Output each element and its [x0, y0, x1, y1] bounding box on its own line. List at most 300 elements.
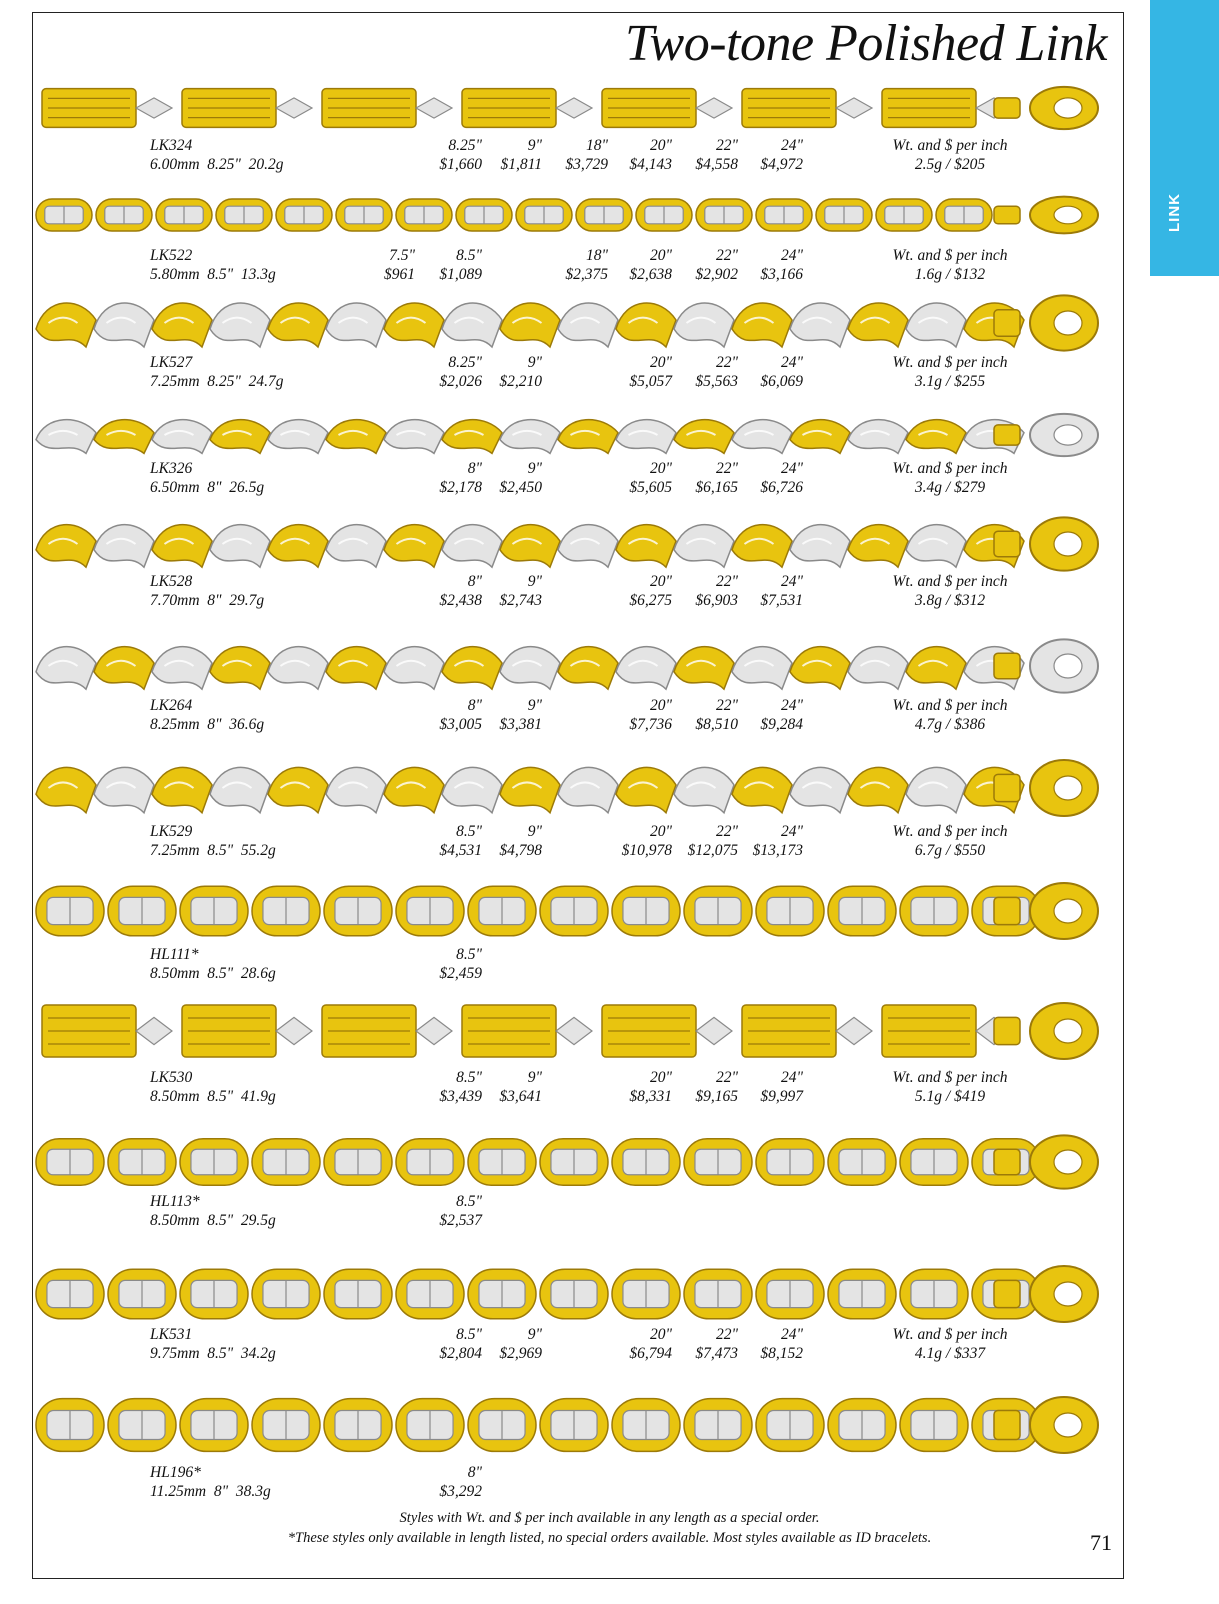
price-value: $6,726 — [760, 478, 803, 496]
chain-image-lk529 — [34, 757, 1124, 819]
product-sku: HL111* — [150, 946, 199, 963]
length-label: 20" — [649, 1326, 672, 1343]
chain-link — [684, 886, 752, 936]
chain-link — [848, 647, 908, 690]
price-value: $5,563 — [695, 372, 738, 390]
price-value: $1,089 — [439, 265, 482, 283]
price-value: $8,152 — [760, 1344, 803, 1362]
chain-link — [900, 886, 968, 936]
chain-link — [324, 886, 392, 936]
chain-link — [396, 886, 464, 936]
chain-link — [732, 303, 792, 347]
chain-link — [156, 199, 212, 231]
price-value: $2,210 — [499, 372, 542, 390]
product-sku: LK522 — [150, 247, 193, 264]
side-tab-label: LINK — [1166, 193, 1183, 232]
length-label: 9" — [527, 460, 542, 477]
length-label: 9" — [527, 697, 542, 714]
chain-link — [96, 199, 152, 231]
chain-link — [384, 647, 444, 690]
price-value: $6,165 — [695, 478, 738, 496]
chain-link — [790, 525, 850, 568]
chain-link — [180, 1269, 248, 1319]
chain-link — [210, 525, 270, 568]
per-inch-value: 3.8g / $312 — [914, 591, 986, 609]
product-spec: 8.50mm 8.5" 41.9g — [150, 1087, 276, 1105]
chain-link — [276, 199, 332, 231]
chain-link — [326, 303, 386, 347]
price-value: $6,903 — [695, 591, 738, 609]
price-value: $12,075 — [687, 841, 738, 859]
chain-link — [108, 1139, 176, 1185]
side-tab — [1150, 0, 1219, 276]
chain-link — [732, 420, 792, 454]
chain-link — [94, 420, 154, 454]
price-value: $9,997 — [760, 1087, 803, 1105]
length-label: 9" — [527, 823, 542, 840]
chain-link — [36, 525, 96, 568]
chain-link — [180, 1139, 248, 1185]
price-value: $4,143 — [629, 155, 672, 173]
chain-link — [36, 420, 96, 454]
product-sku: LK324 — [150, 137, 193, 154]
chain-link — [684, 1399, 752, 1452]
length-label: 22" — [715, 354, 738, 371]
product-spec: 6.00mm 8.25" 20.2g — [150, 155, 284, 173]
chain-link — [500, 647, 560, 690]
price-value: $6,275 — [629, 591, 672, 609]
length-label: 24" — [780, 573, 803, 590]
chain-link — [558, 303, 618, 347]
chain-image-lk264 — [34, 637, 1124, 695]
product-sku: LK531 — [150, 1326, 193, 1343]
price-value: $8,510 — [695, 715, 738, 733]
product-spec: 7.25mm 8.25" 24.7g — [150, 372, 284, 390]
chain-link — [210, 767, 270, 812]
chain-link — [900, 1139, 968, 1185]
chain-link — [442, 647, 502, 690]
chain-link — [756, 1269, 824, 1319]
product-spec: 8.50mm 8.5" 29.5g — [150, 1211, 276, 1229]
chain-link — [674, 420, 734, 454]
chain-link — [540, 1139, 608, 1185]
per-inch-value: 3.4g / $279 — [914, 478, 986, 496]
length-label: 22" — [715, 137, 738, 154]
chain-link — [36, 303, 96, 347]
chain-link — [612, 886, 680, 936]
chain-link — [324, 1269, 392, 1319]
chain-link — [468, 886, 536, 936]
chain-link — [732, 525, 792, 568]
chain-link — [152, 420, 212, 454]
per-inch-label: Wt. and $ per inch — [892, 247, 1008, 264]
chain-link — [790, 420, 850, 454]
chain-link — [684, 1269, 752, 1319]
per-inch-label: Wt. and $ per inch — [892, 137, 1008, 154]
chain-link — [268, 647, 328, 690]
chain-link — [252, 1139, 320, 1185]
price-value: $2,026 — [439, 372, 482, 390]
chain-link — [152, 303, 212, 347]
chain-link — [324, 1399, 392, 1452]
chain-link — [558, 420, 618, 454]
chain-link — [456, 199, 512, 231]
chain-image-lk522 — [34, 195, 1124, 235]
length-label: 20" — [649, 823, 672, 840]
chain-link — [336, 199, 392, 231]
chain-link — [882, 89, 1012, 128]
chain-image-lk530 — [34, 1000, 1124, 1062]
product-sku: LK264 — [150, 697, 193, 714]
chain-link — [576, 199, 632, 231]
chain-link — [500, 420, 560, 454]
per-inch-label: Wt. and $ per inch — [892, 1069, 1008, 1086]
chain-link — [602, 89, 732, 128]
chain-link — [906, 303, 966, 347]
chain-link — [612, 1139, 680, 1185]
length-label: 20" — [649, 354, 672, 371]
chain-link — [108, 886, 176, 936]
per-inch-label: Wt. and $ per inch — [892, 823, 1008, 840]
chain-link — [108, 1269, 176, 1319]
chain-link — [906, 647, 966, 690]
product-spec: 6.50mm 8" 26.5g — [150, 478, 265, 496]
price-value: $9,284 — [760, 715, 803, 733]
chain-clasp — [994, 1003, 1098, 1059]
per-inch-label: Wt. and $ per inch — [892, 1326, 1008, 1343]
chain-link — [252, 886, 320, 936]
chain-link — [326, 420, 386, 454]
price-value: $3,005 — [439, 715, 482, 733]
chain-link — [268, 525, 328, 568]
chain-image-lk528 — [34, 515, 1124, 573]
product-sku: HL113* — [150, 1193, 200, 1210]
chain-link — [442, 303, 502, 347]
chain-link — [152, 647, 212, 690]
chain-link — [322, 1005, 452, 1057]
chain-link — [756, 1139, 824, 1185]
chain-link — [182, 1005, 312, 1057]
price-value: $3,292 — [439, 1482, 482, 1500]
chain-link — [442, 420, 502, 454]
length-label: 9" — [527, 137, 542, 154]
chain-link — [384, 767, 444, 812]
chain-link — [442, 525, 502, 568]
chain-link — [268, 767, 328, 812]
chain-link — [216, 199, 272, 231]
chain-link — [42, 89, 172, 128]
chain-link — [828, 1269, 896, 1319]
chain-link — [816, 199, 872, 231]
chain-link — [36, 647, 96, 690]
chain-image-lk527 — [34, 293, 1124, 353]
product-sku: LK529 — [150, 823, 193, 840]
chain-link — [848, 525, 908, 568]
per-inch-value: 4.7g / $386 — [914, 715, 986, 733]
chain-link — [696, 199, 752, 231]
chain-image-hl111 — [34, 880, 1124, 942]
chain-image-lk531 — [34, 1263, 1124, 1325]
chain-link — [616, 767, 676, 812]
chain-link — [500, 525, 560, 568]
chain-link — [384, 420, 444, 454]
price-value: $3,729 — [565, 155, 608, 173]
length-label: 8.25" — [448, 354, 482, 371]
length-label: 22" — [715, 247, 738, 264]
chain-image-hl113 — [34, 1133, 1124, 1191]
length-label: 18" — [585, 137, 608, 154]
chain-link — [616, 303, 676, 347]
chain-link — [900, 1269, 968, 1319]
length-label: 24" — [780, 1326, 803, 1343]
length-label: 8" — [467, 460, 482, 477]
chain-image-lk324 — [34, 85, 1124, 131]
chain-link — [396, 1399, 464, 1452]
chain-clasp — [994, 87, 1098, 129]
length-label: 22" — [715, 1326, 738, 1343]
length-label: 20" — [649, 247, 672, 264]
price-value: $6,069 — [760, 372, 803, 390]
chain-link — [108, 1399, 176, 1452]
chain-link — [500, 767, 560, 812]
length-label: 24" — [780, 1069, 803, 1086]
chain-link — [616, 647, 676, 690]
chain-link — [558, 767, 618, 812]
chain-link — [442, 767, 502, 812]
chain-link — [396, 199, 452, 231]
length-label: 8.5" — [456, 247, 482, 264]
chain-link — [876, 199, 932, 231]
chain-link — [94, 525, 154, 568]
price-value: $2,638 — [629, 265, 672, 283]
product-sku: LK528 — [150, 573, 193, 590]
chain-link — [94, 767, 154, 812]
chain-link — [540, 886, 608, 936]
chain-clasp — [994, 197, 1098, 234]
length-label: 7.5" — [389, 247, 415, 264]
chain-link — [756, 1399, 824, 1452]
length-label: 9" — [527, 573, 542, 590]
chain-link — [462, 1005, 592, 1057]
price-value: $2,969 — [499, 1344, 542, 1362]
chain-link — [756, 886, 824, 936]
length-label: 18" — [585, 247, 608, 264]
per-inch-label: Wt. and $ per inch — [892, 460, 1008, 477]
price-value: $1,660 — [439, 155, 482, 173]
chain-link — [152, 767, 212, 812]
chain-link — [790, 647, 850, 690]
length-label: 24" — [780, 823, 803, 840]
chain-link — [612, 1399, 680, 1452]
price-value: $5,057 — [629, 372, 672, 390]
chain-link — [900, 1399, 968, 1452]
price-value: $4,558 — [695, 155, 738, 173]
chain-image-hl196 — [34, 1392, 1124, 1458]
chain-link — [180, 886, 248, 936]
length-label: 22" — [715, 697, 738, 714]
price-value: $2,537 — [439, 1211, 482, 1229]
chain-link — [326, 525, 386, 568]
price-value: $4,972 — [760, 155, 803, 173]
chain-image-lk326 — [34, 412, 1124, 458]
chain-link — [558, 525, 618, 568]
chain-link — [540, 1269, 608, 1319]
price-value: $3,439 — [439, 1087, 482, 1105]
per-inch-value: 6.7g / $550 — [914, 841, 986, 859]
chain-link — [906, 767, 966, 812]
price-value: $7,736 — [629, 715, 672, 733]
chain-link — [742, 89, 872, 128]
chain-link — [252, 1269, 320, 1319]
chain-link — [462, 89, 592, 128]
chain-link — [36, 886, 104, 936]
length-label: 20" — [649, 697, 672, 714]
length-label: 22" — [715, 573, 738, 590]
chain-link — [210, 647, 270, 690]
length-label: 8.5" — [456, 946, 482, 963]
product-sku: HL196* — [150, 1464, 201, 1481]
chain-link — [936, 199, 992, 231]
length-label: 22" — [715, 460, 738, 477]
price-value: $3,641 — [499, 1087, 542, 1105]
price-value: $2,743 — [499, 591, 542, 609]
chain-link — [674, 767, 734, 812]
price-value: $8,331 — [629, 1087, 672, 1105]
price-value: $5,605 — [629, 478, 672, 496]
chain-link — [674, 647, 734, 690]
chain-link — [516, 199, 572, 231]
per-inch-value: 5.1g / $419 — [914, 1087, 986, 1105]
length-label: 8.5" — [456, 1326, 482, 1343]
length-label: 8.5" — [456, 823, 482, 840]
chain-link — [326, 647, 386, 690]
chain-link — [848, 420, 908, 454]
length-label: 24" — [780, 354, 803, 371]
per-inch-value: 3.1g / $255 — [914, 372, 986, 390]
product-spec: 8.25mm 8" 36.6g — [150, 715, 265, 733]
price-value: $4,531 — [439, 841, 482, 859]
page-number: 71 — [1090, 1530, 1112, 1555]
length-label: 24" — [780, 247, 803, 264]
price-value: $10,978 — [621, 841, 672, 859]
product-spec: 9.75mm 8.5" 34.2g — [150, 1344, 276, 1362]
chain-link — [828, 1399, 896, 1452]
price-value: $13,173 — [752, 841, 803, 859]
length-label: 20" — [649, 137, 672, 154]
price-value: $2,459 — [439, 964, 482, 982]
chain-link — [384, 525, 444, 568]
per-inch-label: Wt. and $ per inch — [892, 354, 1008, 371]
length-label: 24" — [780, 460, 803, 477]
chain-link — [882, 1005, 1012, 1057]
price-value: $961 — [384, 265, 415, 283]
per-inch-value: 2.5g / $205 — [914, 155, 986, 173]
chain-link — [396, 1269, 464, 1319]
chain-link — [612, 1269, 680, 1319]
price-value: $2,375 — [565, 265, 608, 283]
price-value: $2,902 — [695, 265, 738, 283]
length-label: 8" — [467, 1464, 482, 1481]
chain-link — [848, 767, 908, 812]
chain-link — [326, 767, 386, 812]
price-value: $3,381 — [499, 715, 542, 733]
chain-link — [790, 767, 850, 812]
length-label: 8.25" — [448, 137, 482, 154]
chain-link — [848, 303, 908, 347]
product-spec: 7.25mm 8.5" 55.2g — [150, 841, 276, 859]
price-value: $2,438 — [439, 591, 482, 609]
chain-link — [674, 525, 734, 568]
footer-disclaimer: *These styles only available in length listed, no special orders available. Most styles available as ID bracelets. — [287, 1530, 932, 1546]
chain-link — [906, 420, 966, 454]
chain-link — [616, 525, 676, 568]
chain-link — [182, 89, 312, 128]
chain-link — [252, 1399, 320, 1452]
chain-link — [906, 525, 966, 568]
chain-link — [36, 1139, 104, 1185]
length-label: 8.5" — [456, 1193, 482, 1210]
chain-link — [396, 1139, 464, 1185]
length-label: 9" — [527, 1069, 542, 1086]
chain-link — [36, 767, 96, 812]
chain-link — [732, 767, 792, 812]
chain-link — [94, 303, 154, 347]
per-inch-value: 4.1g / $337 — [914, 1344, 986, 1362]
product-sku: LK326 — [150, 460, 193, 477]
chain-link — [756, 199, 812, 231]
chain-link — [268, 420, 328, 454]
chain-link — [210, 420, 270, 454]
length-label: 22" — [715, 1069, 738, 1086]
chain-link — [602, 1005, 732, 1057]
length-label: 22" — [715, 823, 738, 840]
chain-link — [322, 89, 452, 128]
chain-link — [468, 1399, 536, 1452]
price-value: $9,165 — [695, 1087, 738, 1105]
price-value: $1,811 — [500, 155, 542, 173]
price-value: $2,450 — [499, 478, 542, 496]
product-spec: 7.70mm 8" 29.7g — [150, 591, 265, 609]
chain-link — [790, 303, 850, 347]
length-label: 20" — [649, 573, 672, 590]
length-label: 24" — [780, 697, 803, 714]
chain-link — [828, 886, 896, 936]
chain-link — [468, 1269, 536, 1319]
chain-link — [152, 525, 212, 568]
chain-link — [616, 420, 676, 454]
length-label: 20" — [649, 460, 672, 477]
chain-link — [42, 1005, 172, 1057]
chain-link — [674, 303, 734, 347]
chain-link — [684, 1139, 752, 1185]
length-label: 8.5" — [456, 1069, 482, 1086]
product-sku: LK527 — [150, 354, 193, 371]
per-inch-label: Wt. and $ per inch — [892, 573, 1008, 590]
chain-link — [384, 303, 444, 347]
price-value: $7,473 — [695, 1344, 738, 1362]
length-label: 9" — [527, 354, 542, 371]
chain-link — [36, 1399, 104, 1452]
footer-note: Styles with Wt. and $ per inch available in any length as a special order. — [399, 1510, 820, 1526]
page-title: Two-tone Polished Link — [624, 15, 1107, 72]
chain-link — [732, 647, 792, 690]
chain-link — [828, 1139, 896, 1185]
chain-link — [180, 1399, 248, 1452]
chain-link — [36, 199, 92, 231]
price-value: $3,166 — [760, 265, 803, 283]
price-value: $2,804 — [439, 1344, 482, 1362]
product-spec: 8.50mm 8.5" 28.6g — [150, 964, 276, 982]
